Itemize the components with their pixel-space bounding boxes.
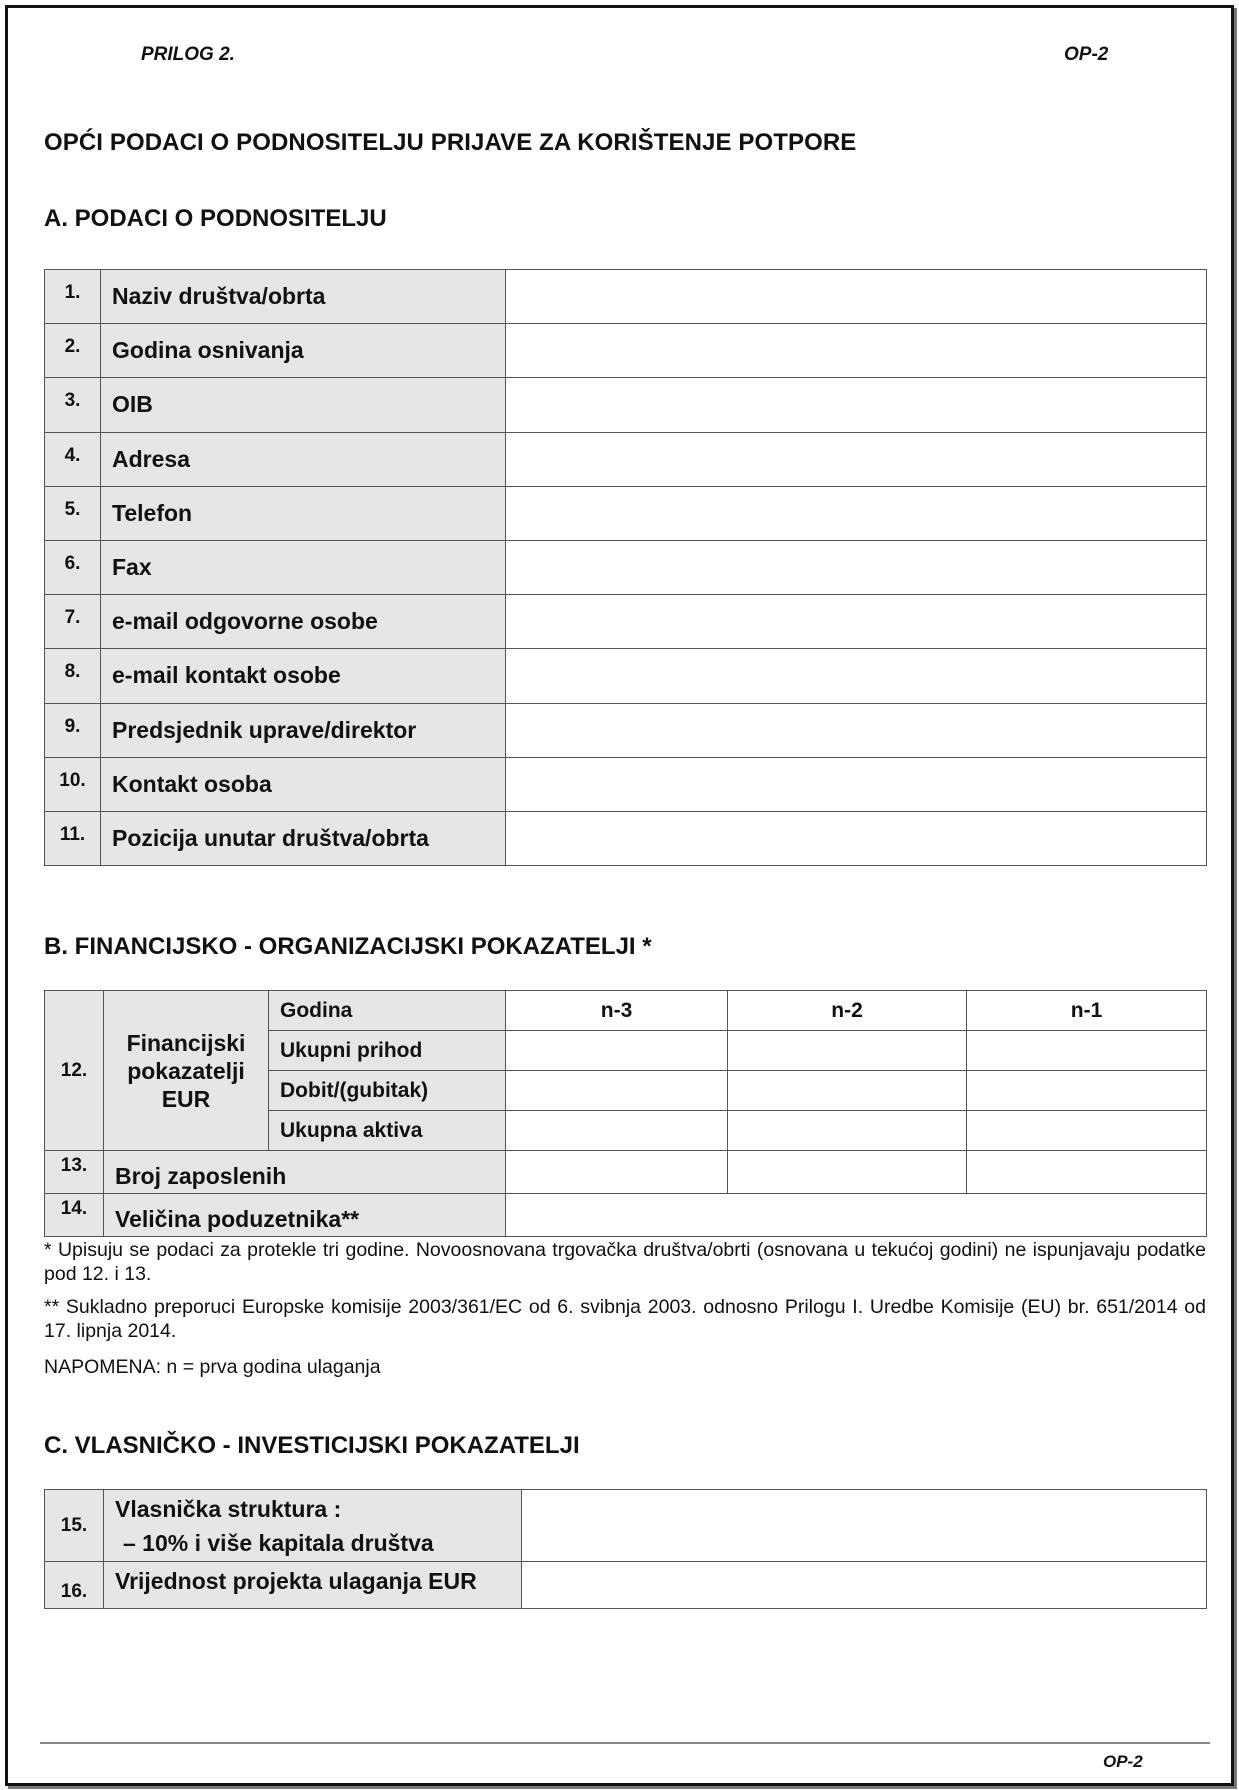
footer-divider (40, 1742, 1210, 1744)
field-input[interactable] (506, 649, 1207, 703)
table-row (45, 324, 1207, 378)
row-number: 13. (45, 1151, 104, 1194)
field-label: Naziv društva/obrta (101, 270, 506, 324)
field-label: Fax (101, 540, 506, 594)
project-value-field[interactable] (522, 1562, 1207, 1609)
year-header-n3: n-3 (506, 991, 728, 1031)
row-number: 5. (45, 486, 101, 540)
footnote-one: * Upisuju se podaci za protekle tri godine. Novoosnovana trgovačka društva/obrti (osnovana u tekućoj godini) ne ispunjavaju podatke pod 12. i 13. (44, 1239, 1206, 1285)
table-row (45, 270, 1207, 324)
ownership-label-line-2: – 10% i više kapitala društva (123, 1529, 434, 1556)
note-napomena: NAPOMENA: n = prva godina ulaganja (44, 1356, 381, 1378)
table-row (45, 540, 1207, 594)
section-a-title: A. PODACI O PODNOSITELJU (44, 205, 387, 232)
row-number: 12. (45, 991, 104, 1151)
row-number: 4. (45, 432, 101, 486)
field-input[interactable] (506, 703, 1207, 757)
enterprise-size-label: Veličina poduzetnika** (104, 1194, 506, 1237)
section-b-title: B. FINANCIJSKO - ORGANIZACIJSKI POKAZATELJI * (44, 933, 652, 960)
field-input[interactable] (506, 757, 1207, 811)
document-title: OPĆI PODACI O PODNOSITELJU PRIJAVE ZA KORIŠTENJE POTPORE (44, 129, 857, 156)
revenue-n1-field[interactable] (967, 1031, 1207, 1071)
profit-n2-field[interactable] (728, 1071, 967, 1111)
metric-label-assets: Ukupna aktiva (269, 1111, 506, 1151)
ownership-structure-field[interactable] (522, 1490, 1207, 1562)
table-row (45, 811, 1207, 865)
row-number: 8. (45, 649, 101, 703)
enterprise-size-field[interactable] (506, 1194, 1207, 1237)
table-row (45, 595, 1207, 649)
field-input[interactable] (506, 432, 1207, 486)
metric-label-revenue: Ukupni prihod (269, 1031, 506, 1071)
profit-n3-field[interactable] (506, 1071, 728, 1111)
table-row (45, 432, 1207, 486)
field-label: Godina osnivanja (101, 324, 506, 378)
footnote-two: ** Sukladno preporuci Europske komisije 2003/361/EC od 6. svibnja 2003. odnosno Prilogu I. Uredbe Komisije (EU) br. 651/2014 od 17. lipnja 2014. (44, 1296, 1206, 1342)
field-input[interactable] (506, 811, 1207, 865)
row-number: 11. (45, 811, 101, 865)
row-number: 9. (45, 703, 101, 757)
row-number: 15. (45, 1490, 104, 1562)
employees-n3-field[interactable] (506, 1151, 728, 1194)
field-label: Adresa (101, 432, 506, 486)
field-input[interactable] (506, 270, 1207, 324)
field-label: Predsjednik uprave/direktor (101, 703, 506, 757)
row-number: 10. (45, 757, 101, 811)
assets-n2-field[interactable] (728, 1111, 967, 1151)
metric-label-profit: Dobit/(gubitak) (269, 1071, 506, 1111)
revenue-n3-field[interactable] (506, 1031, 728, 1071)
row-number: 16. (45, 1562, 104, 1609)
project-value-label: Vrijednost projekta ulaganja EUR (104, 1562, 522, 1609)
group-label-line: pokazatelji (127, 1057, 245, 1084)
row-number: 3. (45, 378, 101, 432)
table-row (45, 486, 1207, 540)
applicant-data-table (44, 269, 1207, 866)
ownership-label-line-1: Vlasnička struktura : (115, 1495, 342, 1522)
employees-n1-field[interactable] (967, 1151, 1207, 1194)
profit-n1-field[interactable] (967, 1071, 1207, 1111)
field-input[interactable] (506, 378, 1207, 432)
field-input[interactable] (506, 540, 1207, 594)
year-header-n2: n-2 (728, 991, 967, 1031)
field-label: Telefon (101, 486, 506, 540)
assets-n3-field[interactable] (506, 1111, 728, 1151)
table-row (45, 757, 1207, 811)
year-header-n1: n-1 (967, 991, 1207, 1031)
table-row (45, 378, 1207, 432)
assets-n1-field[interactable] (967, 1111, 1207, 1151)
ownership-structure-label (104, 1490, 522, 1562)
field-label: Kontakt osoba (101, 757, 506, 811)
field-label: Pozicija unutar društva/obrta (101, 811, 506, 865)
table-row (45, 649, 1207, 703)
annex-label: PRILOG 2. (141, 44, 235, 65)
financial-group-label (104, 991, 269, 1151)
ownership-investment-table (44, 1489, 1207, 1609)
revenue-n2-field[interactable] (728, 1031, 967, 1071)
employees-label: Broj zaposlenih (104, 1151, 506, 1194)
row-number: 2. (45, 324, 101, 378)
row-number: 1. (45, 270, 101, 324)
table-row (45, 703, 1207, 757)
form-code: OP-2 (1064, 44, 1109, 65)
group-label-line: EUR (161, 1085, 211, 1112)
footer-form-code: OP-2 (1103, 1752, 1143, 1771)
row-number: 7. (45, 595, 101, 649)
year-label: Godina (269, 991, 506, 1031)
field-input[interactable] (506, 324, 1207, 378)
section-c-title: C. VLASNIČKO - INVESTICIJSKI POKAZATELJI (44, 1432, 580, 1459)
row-number: 6. (45, 540, 101, 594)
employees-n2-field[interactable] (728, 1151, 967, 1194)
group-label-line: Financijski (126, 1029, 246, 1056)
field-label: OIB (101, 378, 506, 432)
field-input[interactable] (506, 595, 1207, 649)
field-input[interactable] (506, 486, 1207, 540)
field-label: e-mail odgovorne osobe (101, 595, 506, 649)
field-label: e-mail kontakt osobe (101, 649, 506, 703)
row-number: 14. (45, 1194, 104, 1237)
financial-indicators-table (44, 990, 1207, 1237)
